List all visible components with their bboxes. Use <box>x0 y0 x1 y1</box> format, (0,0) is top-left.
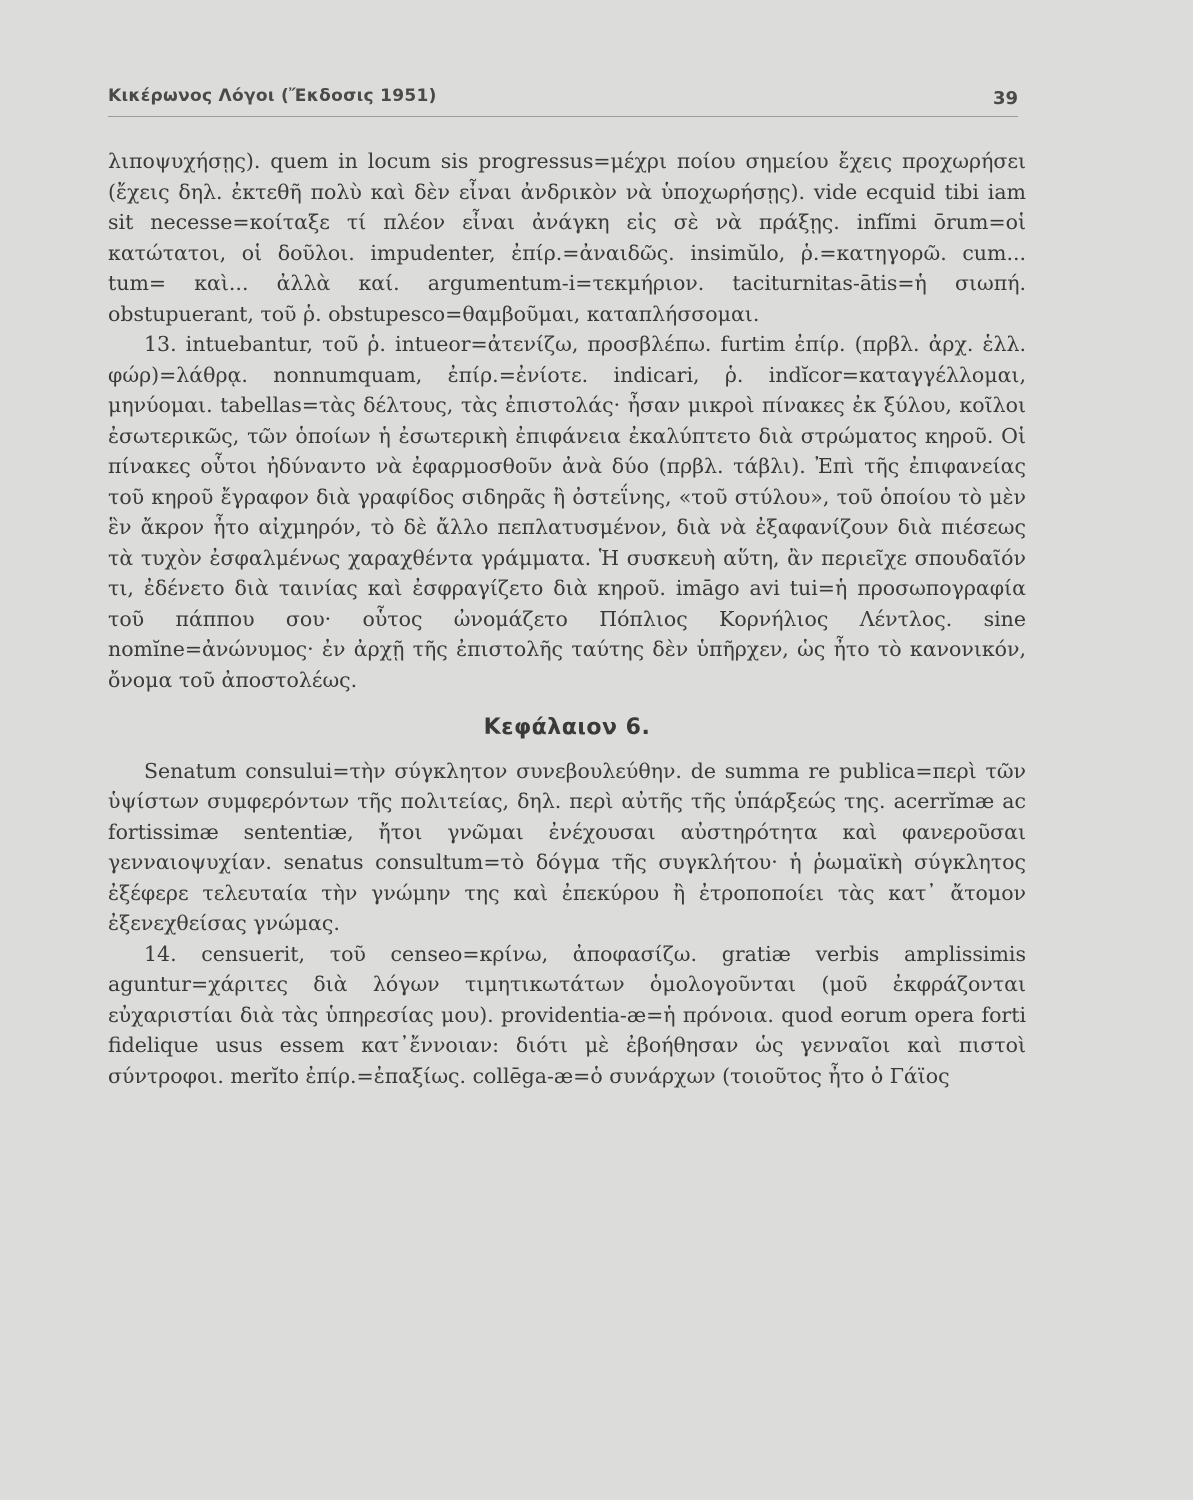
paragraph-1: λιποψυχήσῃς). quem in locum sis progressus=μέχρι ποίου σημείου ἔχεις προχωρήσει (ἔχεις δηλ. ἐκτεθῆ πολὺ καὶ δὲν εἶναι ἀνδρικὸν νὰ ὑποχωρήσῃς). vide ecquid tibi iam sit necesse=κοίταξε τί πλέον εἶναι ἀνάγκη εἰς σὲ νὰ πράξῃς. infĭmi ōrum=οἱ κατώτατοι, οἱ δοῦλοι. impudenter, ἐπίρ.=ἀναιδῶς. insimŭlo, ῥ.=κατηγορῶ. cum... tum= καὶ... ἀλλὰ καί. argumentum-i=τεκμήριον. taciturnitas-ātis=ἡ σιωπή. obstupuerant, τοῦ ῥ. obstupesco=θαμβοῦμαι, καταπλήσσομαι. <box>108 149 1026 326</box>
paragraph-3: Senatum consului=τὴν σύγκλητον συνεβουλεύθην. de summa re publica=περὶ τῶν ὑψίστων συμφερόντων τῆς πολιτείας, δηλ. περὶ αὐτῆς τῆς ὑπάρξεώς της. acerrĭmæ ac fortissimæ sententiæ, ἤτοι γνῶμαι ἐνέχουσαι αὐστηρότητα καὶ φανεροῦσαι γενναιοψυχίαν. senatus consultum=τὸ δόγμα τῆς συγκλήτου· ἡ ῥωμαϊκὴ σύγκλητος ἐξέφερε τελευταία τὴν γνώμην της καὶ ἐπεκύρου ἢ ἐτροποποίει τὰς κατ᾽ ἄτομον ἐξενεχθείσας γνώμας. <box>108 758 1026 935</box>
page-body <box>108 146 1026 1091</box>
page-number: 39 <box>992 88 1018 109</box>
paragraph-4: 14. censuerit, τοῦ censeo=κρίνω, ἀποφασίζω. gratiæ verbis amplissimis aguntur=χάριτες διὰ λόγων τιμητικωτάτων ὁμολογοῦνται (μοῦ ἐκφράζονται εὐχαριστίαι διὰ τὰς ὑπηρεσίας μου). providentia-æ=ἡ πρόνοια. quod eorum opera forti fidelique usus essem κατ᾽ἔννοιαν: διότι μὲ ἐβοήθησαν ὡς γενναῖοι καὶ πιστοὶ σύντροφοι. merĭto ἐπίρ.=ἐπαξίως. collēga-æ=ὁ συνάρχων (τοιοῦτος ἦτο ὁ Γάϊος <box>108 941 1026 1088</box>
paragraph-2: 13. intuebantur, τοῦ ῥ. intueor=ἀτενίζω, προσβλέπω. furtim ἐπίρ. (πρβλ. ἀρχ. ἑλλ. φώρ)=λάθρᾳ. nonnumquam, ἐπίρ.=ἐνίοτε. indicari, ῥ. indĭcor=καταγγέλλομαι, μηνύομαι. tabellas=τὰς δέλτους, τὰς ἐπιστολάς· ἦσαν μικροὶ πίνακες ἐκ ξύλου, κοῖλοι ἐσωτερικῶς, τῶν ὁποίων ἡ ἐσωτερικὴ ἐπιφάνεια ἐκαλύπτετο διὰ στρώματος κηροῦ. Οἱ πίνακες οὗτοι ἠδύναντο νὰ ἐφαρμοσθοῦν ἀνὰ δύο (πρβλ. τάβλι). Ἐπὶ τῆς ἐπιφανείας τοῦ κηροῦ ἔγραφον διὰ γραφίδος σιδηρᾶς ἢ ὀστεΐνης, «τοῦ στύλου», τοῦ ὁποίου τὸ μὲν ἓν ἄκρον ἦτο αἰχμηρόν, τὸ δὲ ἄλλο πεπλατυσμένον, διὰ νὰ ἐξαφανίζουν διὰ πιέσεως τὰ τυχὸν ἐσφαλμένως χαραχθέντα γράμματα. Ἡ συσκευὴ αὕτη, ἂν περιεῖχε σπουδαῖόν τι, ἐδένετο διὰ ταινίας καὶ ἐσφραγίζετο διὰ κηροῦ. imāgo avi tui=ἡ προσωπογραφία τοῦ πάππου σου· οὗτος ὠνομάζετο Πόπλιος Κορνήλιος Λέντλος. sine nomĭne=ἀνώνυμος· ἐν ἀρχῇ τῆς ἐπιστολῆς ταύτης δὲν ὑπῆρχεν, ὡς ἦτο τὸ κανονικόν, ὄνομα τοῦ ἀποστολέως. <box>108 332 1026 692</box>
running-title: Κικέρωνος Λόγοι (Ἔκδοσις 1951) <box>108 86 437 106</box>
chapter-heading: Κεφάλαιον 6. <box>483 715 651 740</box>
running-header <box>108 86 1018 117</box>
